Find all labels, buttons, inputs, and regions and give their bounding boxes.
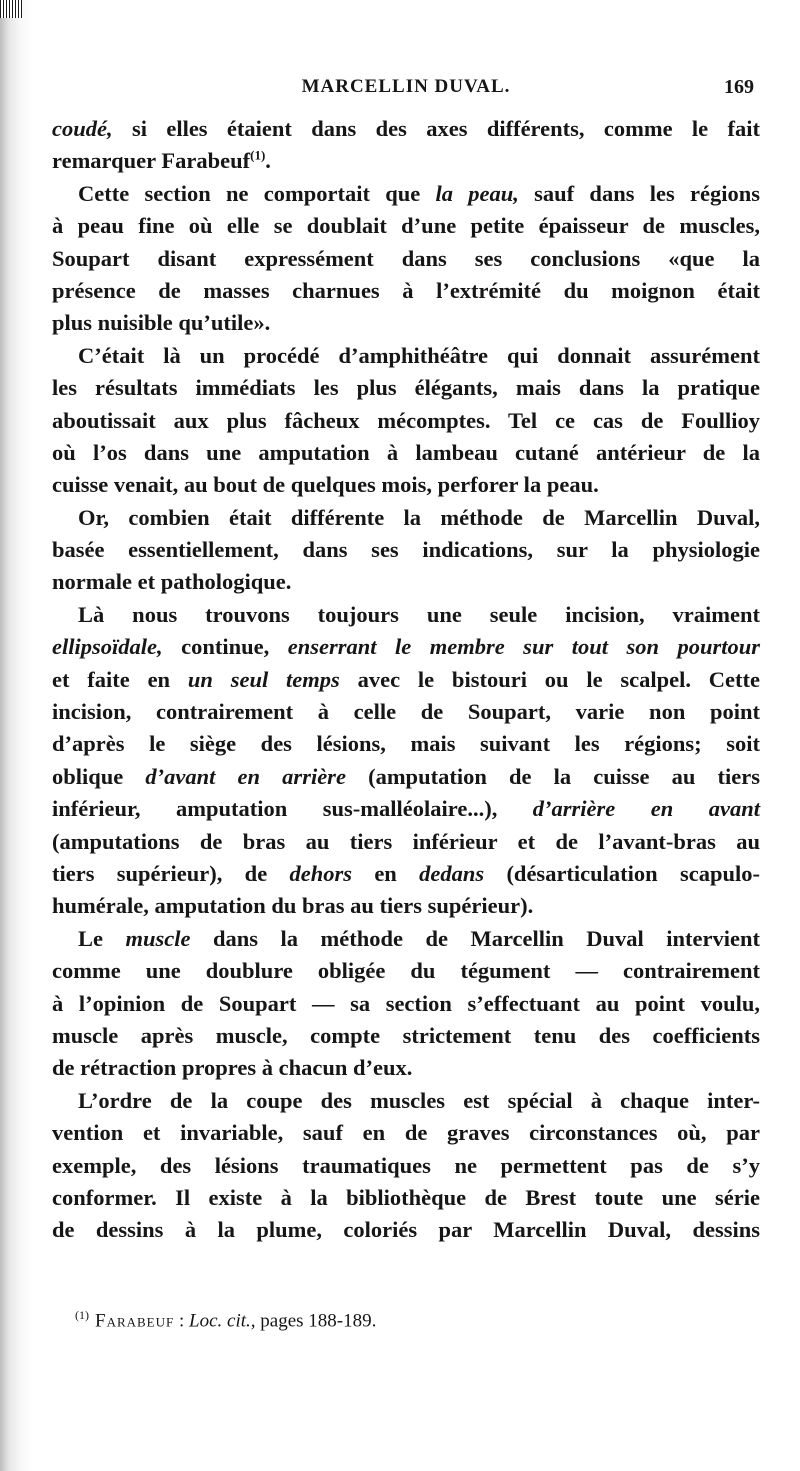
text-segment: . — [265, 148, 271, 174]
text-line — [52, 340, 760, 372]
text-line — [52, 696, 760, 728]
text-segment: oblique — [52, 763, 146, 789]
text-segment: avec le bistouri ou le scalpel. Cette — [339, 666, 761, 692]
text-line — [52, 826, 760, 858]
text-segment: en — [352, 860, 420, 886]
text-segment: Le — [78, 925, 126, 951]
text-segment: muscle après muscle, compte strictement tenu des coefficients — [52, 1022, 760, 1048]
text-segment: C’était là un procédé d’amphithéâtre qui donnait assurément — [78, 342, 760, 368]
text-segment: aboutissait aux plus fâcheux mécomptes. Tel ce cas de Foullioy — [52, 407, 760, 433]
text-line — [52, 923, 760, 955]
text-segment: Soupart disant expressément dans ses conclusions «que la — [52, 245, 760, 271]
footnote-reference-mark: (1) — [250, 147, 266, 163]
italic-text: coudé, — [52, 116, 113, 141]
text-line — [52, 1020, 760, 1052]
italic-text: la peau, — [435, 180, 519, 206]
italic-text: muscle — [125, 925, 191, 951]
text-line — [52, 858, 760, 890]
text-segment: de dessins à la plume, coloriés par Marcellin Duval, dessins — [52, 1217, 760, 1243]
text-line — [52, 534, 760, 566]
text-line — [52, 210, 760, 242]
text-line — [52, 761, 760, 793]
footnote-marker: (1) — [75, 1308, 89, 1322]
text-line — [52, 793, 760, 825]
text-line — [52, 599, 760, 631]
text-line — [52, 1182, 760, 1214]
text-segment: L’ordre de la coupe des muscles est spécial à chaque inter- — [78, 1087, 760, 1113]
text-segment: si elles étaient dans des axes différents, comme le fait — [112, 116, 760, 141]
text-line — [52, 178, 760, 210]
text-segment: d’après le siège des lésions, mais suivant les régions; soit — [52, 731, 760, 757]
text-segment: les résultats immédiats les plus élégants, mais dans la pratique — [52, 375, 760, 401]
footnote-author: Farabeuf — [95, 1310, 175, 1332]
text-segment: Or, combien était différente la méthode de Marcellin Duval, — [78, 504, 760, 530]
text-segment: et faite en — [52, 666, 188, 692]
text-line — [52, 307, 760, 339]
text-line — [52, 566, 760, 598]
text-line — [52, 437, 760, 469]
text-segment: de rétraction propres à chacun d’eux. — [52, 1055, 413, 1081]
text-line — [52, 988, 760, 1020]
italic-text: ellipsoïdale, — [52, 634, 163, 660]
italic-text: d’arrière en avant — [532, 796, 760, 822]
text-line — [52, 631, 760, 663]
text-segment: plus nuisible qu’utile». — [52, 310, 271, 336]
text-line — [52, 469, 760, 501]
text-segment: dans la méthode de Marcellin Duval intervient — [190, 925, 760, 951]
text-line — [52, 1117, 760, 1149]
text-segment: tiers supérieur), de — [52, 860, 290, 886]
text-segment: humérale, amputation du bras au tiers supérieur). — [52, 893, 534, 919]
footnote-pages: pages 188-189. — [255, 1310, 377, 1332]
text-line — [52, 275, 760, 307]
text-line — [52, 502, 760, 534]
text-segment: sauf dans les régions — [518, 180, 760, 206]
page-number: 169 — [724, 76, 754, 98]
page-header — [52, 76, 760, 102]
text-segment: Là nous trouvons toujours une seule incision, vraiment — [78, 601, 760, 627]
text-segment: conformer. Il existe à la bibliothèque de Brest toute une série — [52, 1184, 760, 1210]
footnote — [75, 1308, 376, 1332]
text-segment: remarquer Farabeuf — [52, 148, 251, 174]
text-line — [52, 1052, 760, 1084]
text-line — [52, 728, 760, 760]
body-text — [52, 113, 760, 1247]
text-segment: (amputation de la cuisse au tiers — [345, 763, 761, 789]
text-segment: inférieur, amputation sus-malléolaire...), — [52, 796, 533, 822]
text-line — [52, 890, 760, 922]
text-segment: où l’os dans une amputation à lambeau cutané antérieur de la — [52, 439, 760, 465]
italic-text: dehors — [289, 860, 353, 886]
text-segment: (désarticulation scapulo- — [484, 860, 760, 886]
text-segment: basée essentiellement, dans ses indications, sur la physiologie — [52, 537, 760, 563]
text-segment: cuisse venait, au bout de quelques mois, perforer la peau. — [52, 472, 599, 498]
text-segment: à l’opinion de Soupart — sa section s’effectuant au point voulu, — [52, 990, 760, 1016]
text-segment: continue, — [162, 634, 288, 660]
text-segment: vention et invariable, sauf en de graves circonstances où, par — [52, 1120, 760, 1146]
text-segment: Cette section ne comportait que — [78, 180, 436, 206]
text-line — [52, 405, 760, 437]
text-segment: comme une doublure obligée du tégument — contrairement — [52, 958, 760, 984]
running-title: MARCELLIN DUVAL. — [301, 76, 511, 97]
text-line — [52, 1085, 760, 1117]
text-line — [52, 955, 760, 987]
text-line — [52, 113, 760, 145]
footnote-reference: Loc. cit., — [189, 1310, 256, 1332]
text-segment: présence de masses charnues à l’extrémité du moignon était — [52, 277, 760, 303]
italic-text: dedans — [419, 860, 485, 886]
text-segment: (amputations de bras au tiers inférieur et de l’avant-bras au — [52, 828, 760, 854]
text-segment: à peau fine où elle se doublait d’une petite épaisseur de muscles, — [52, 213, 760, 239]
text-segment: incision, contrairement à celle de Soupart, varie non point — [52, 699, 760, 725]
text-line — [52, 1214, 760, 1246]
text-line — [52, 243, 760, 275]
italic-text: d’avant en arrière — [145, 763, 346, 789]
text-segment: normale et pathologique. — [52, 569, 292, 595]
text-line — [52, 1150, 760, 1182]
italic-text: un seul temps — [187, 666, 340, 692]
text-line — [52, 372, 760, 404]
text-segment: exemple, des lésions traumatiques ne permettent pas de s’y — [52, 1152, 760, 1178]
italic-text: enserrant le membre sur tout son pourtour — [287, 634, 760, 660]
footnote-separator: : — [174, 1310, 190, 1332]
text-line — [52, 145, 760, 177]
page-edge — [0, 0, 34, 1471]
text-line — [52, 664, 760, 696]
